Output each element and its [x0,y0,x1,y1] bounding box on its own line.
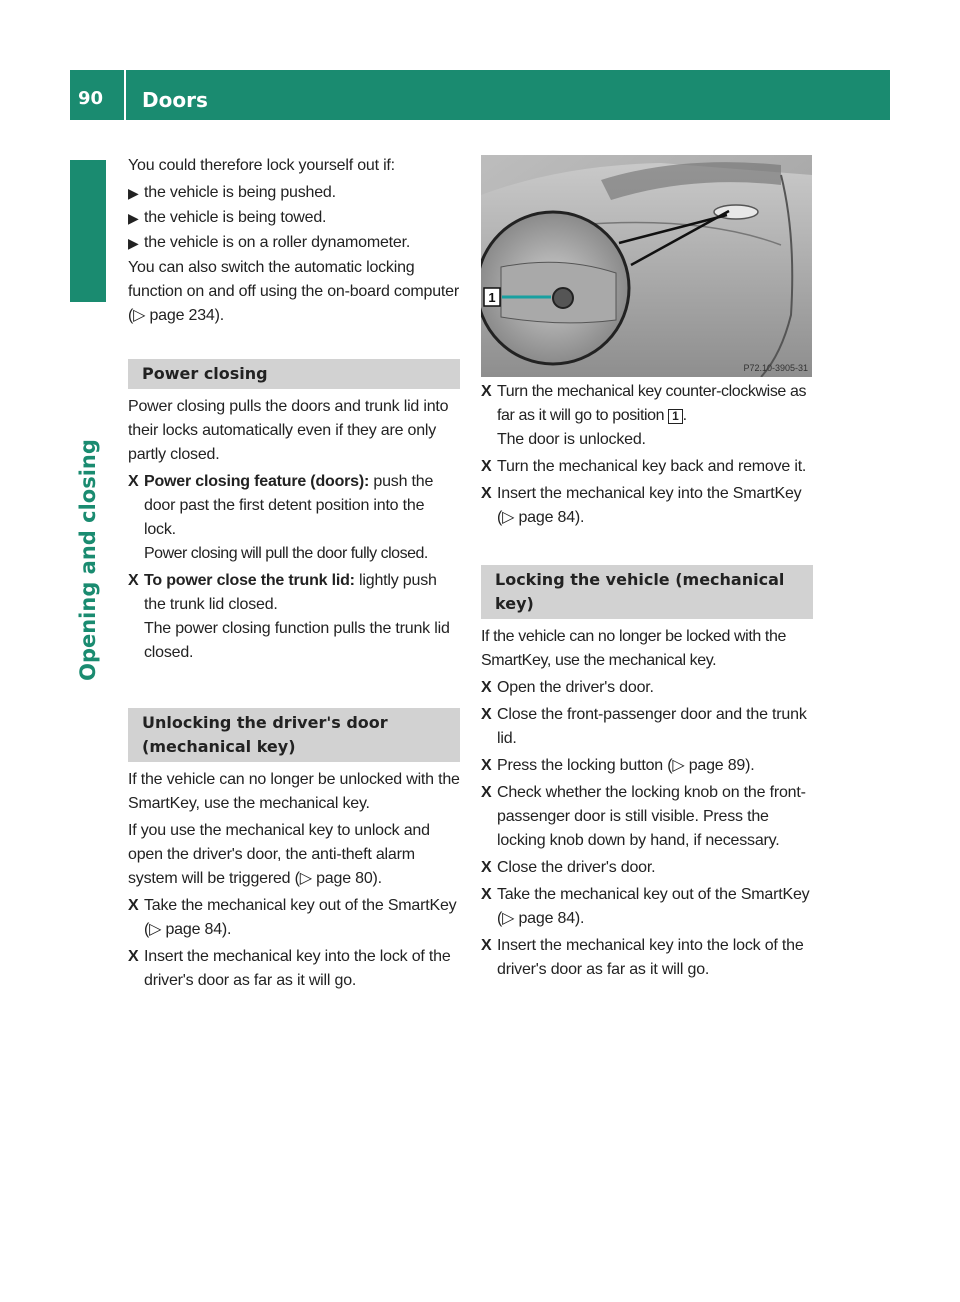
callout-label: 1 [488,290,496,305]
step-icon: X [481,383,492,400]
page-title: Doors [142,88,208,112]
page-number: 90 [78,88,104,109]
bullet-icon: ▶ [128,210,139,226]
instruction-step: X Insert the mechanical key into the lock of the driver's door as far as it will go. [481,934,813,982]
list-item: ▶ the vehicle is being towed. [128,206,460,230]
step-note: The door is unlocked. [497,431,646,448]
list-item: ▶ the vehicle is on a roller dynamometer. [128,231,460,255]
step-icon: X [481,706,492,723]
step-icon: X [481,859,492,876]
section-heading-power-closing: Power closing [128,359,460,389]
instruction-step: X Press the locking button (▷ page 89). [481,754,813,778]
instruction-step: X Take the mechanical key out of the SmartKey (▷ page 84). [481,883,813,931]
section-heading-unlocking: Unlocking the driver's door (mechanical key) [128,708,460,762]
auto-lock-paragraph: You can also switch the automatic locking function on and off using the on-board computer (▷ page 234). [128,259,459,324]
power-closing-intro: Power closing pulls the doors and trunk lid into their locks automatically even if they are only partly closed. [128,398,449,463]
position-key-badge: 1 [668,409,682,424]
right-column [481,380,813,985]
instruction-step: X To power close the trunk lid: lightly push the trunk lid closed. The power closing function pulls the trunk lid closed. [128,569,460,665]
instruction-step: X Turn the mechanical key counter-clockwise as far as it will go to position 1 . The door is unlocked. [481,380,813,452]
step-icon: X [481,886,492,903]
instruction-step: X Insert the mechanical key into the lock of the driver's door as far as it will go. [128,945,460,993]
instruction-step: X Turn the mechanical key back and remove it. [481,455,813,479]
unlock-paragraph-1: If the vehicle can no longer be unlocked with the SmartKey, use the mechanical key. [128,771,460,812]
instruction-step: X Close the driver's door. [481,856,813,880]
side-tab-marker [70,160,106,302]
instruction-step: X Insert the mechanical key into the SmartKey (▷ page 84). [481,482,813,530]
bullet-icon: ▶ [128,235,139,251]
figure-code: P72.10-3905-31 [743,363,808,373]
bullet-icon: ▶ [128,185,139,201]
instruction-step: X Close the front-passenger door and the trunk lid. [481,703,813,751]
step-icon: X [481,485,492,502]
lock-cylinder-icon [553,288,573,308]
step-icon: X [128,473,139,490]
car-door-lock-figure [481,155,812,377]
intro-text: You could therefore lock yourself out if: [128,157,395,174]
unlock-paragraph-2: If you use the mechanical key to unlock and open the driver's door, the anti-theft alarm system will be triggered (▷ page 80). [128,822,430,887]
step-icon: X [481,937,492,954]
step-icon: X [481,784,492,801]
step-icon: X [481,757,492,774]
step-note: The power closing function pulls the trunk lid closed. [144,620,450,661]
left-column [128,154,460,996]
step-icon: X [481,458,492,475]
instruction-step: X Open the driver's door. [481,676,813,700]
section-label: Opening and closing [76,439,100,681]
step-icon: X [128,572,139,589]
instruction-step: X Take the mechanical key out of the SmartKey (▷ page 84). [128,894,460,942]
instruction-step: X Check whether the locking knob on the front-passenger door is still visible. Press the locking knob down by hand, if necessary. [481,781,813,853]
section-heading-locking: Locking the vehicle (mechanical key) [481,565,813,619]
list-item: ▶ the vehicle is being pushed. [128,181,460,205]
header-divider [124,70,126,120]
step-icon: X [481,679,492,696]
instruction-step: X Power closing feature (doors): push the door past the first detent position into the lock. Power closing will pull the door fully closed. [128,470,460,566]
step-icon: X [128,897,139,914]
step-note: Power closing will pull the door fully closed. [144,545,428,562]
locking-intro: If the vehicle can no longer be locked with the SmartKey, use the mechanical key. [481,628,786,669]
step-icon: X [128,948,139,965]
